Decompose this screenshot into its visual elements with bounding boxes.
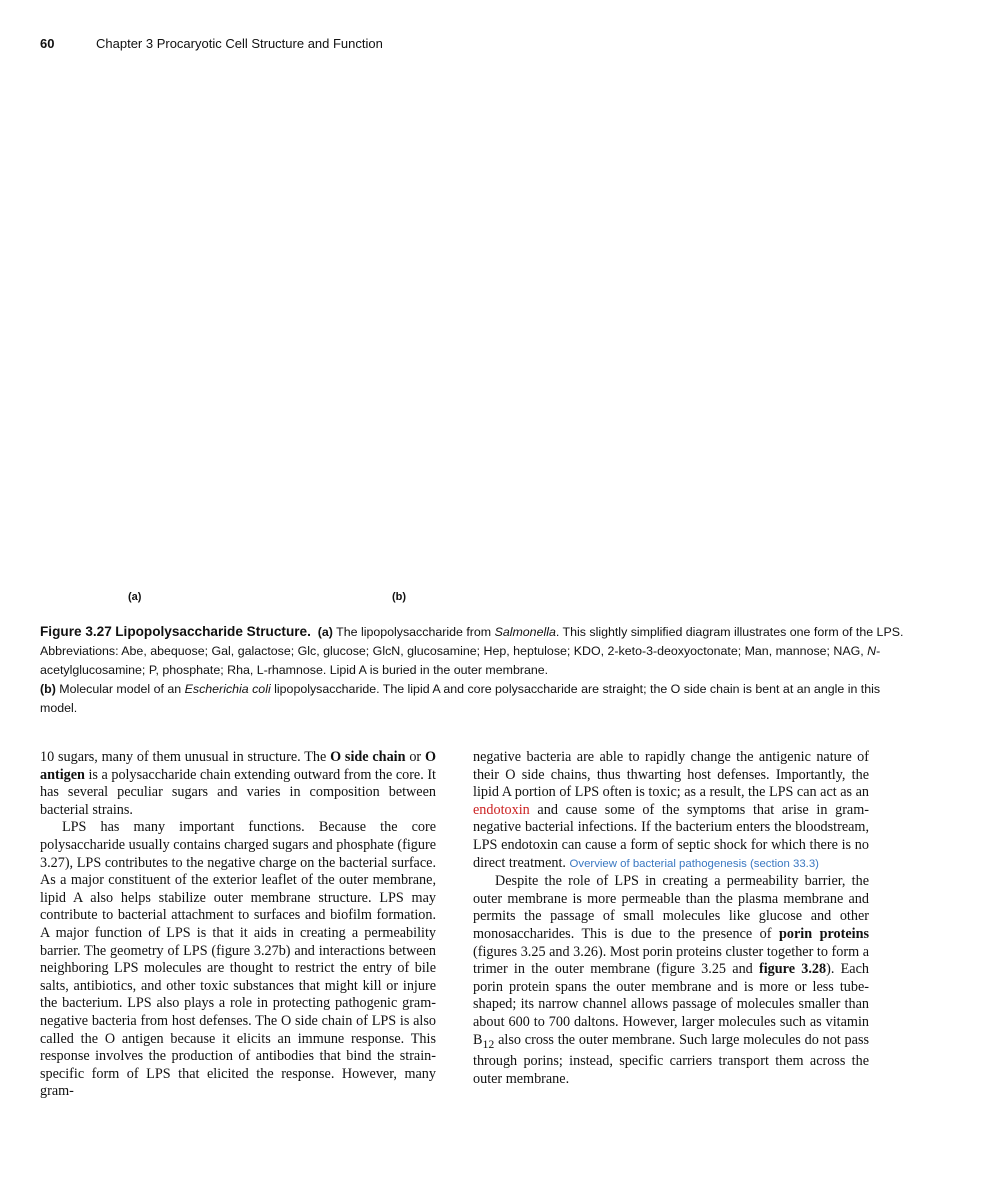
caption-title: Lipopolysaccharide Structure. [115,624,311,639]
caption-b-label: (b) [40,682,56,696]
caption-b-text-end: lipopolysaccharide. The lipid A and core polysaccharide are straight; the O side chain is bent at an angle in this model. [40,682,881,715]
body-column-right [473,749,869,1088]
cross-reference-link[interactable]: Overview of bacterial pathogenesis (section 33.3) [569,857,819,870]
panel-a-label: (a) [128,591,142,603]
body-paragraph: LPS has many important functions. Because the core polysaccharide usually contains charged sugars and phosphate (figure 3.27), LPS contributes to the negative charge on the bacterial surface. As a major constituent of the exterior leaflet of the outer membrane, lipid A also helps stabilize outer membrane structure. LPS may contribute to bacterial attachment to surfaces and biofilm formation. A major function of LPS is that it aids in creating a permeability barrier. The geometry of LPS (figure 3.27b) and interactions between neighboring LPS molecules are thought to restrict the entry of bile salts, antibiotics, and other toxic substances that might kill or injure the bacterium. LPS also plays a role in protecting pathogenic gram-negative bacteria from host defenses. The O side chain of LPS is also called the O antigen because it elicits an immune response. This response involves the production of antibodies that bind the strain-specific form of LPS that elicited the response. However, many gram- [40,819,436,1100]
panel-b-label: (b) [392,591,407,603]
body-paragraph: negative bacteria are able to rapidly change the antigenic nature of their O side chains, thus thwarting host defenses. Importantly, the lipid A portion of LPS often is toxic; as a result, the LPS can act as an endotoxin and cause some of the symptoms that arise in gram-negative bacterial infections. If the bacterium enters the bloodstream, LPS endotoxin can cause a form of septic shock for which there is no direct treatment. Overview of bacterial pathogenesis (section 33.3) [473,749,870,871]
figure-caption [40,622,920,718]
running-head: Chapter 3 Procaryotic Cell Structure and Function [96,36,383,51]
caption-nag-italic: N [867,644,877,658]
term-o-side-chain: O side chain [330,749,406,765]
caption-a-abbreviations: . This slightly simplified diagram illustrates one form of the LPS. Abbreviations: Abe, abequose; Gal, galactose; Glc, glucose; GlcN, glucosamine; Hep, heptulose; KDO, 2-keto-3-deoxyoctonate; Man, mannose; NAG, [40,625,904,658]
caption-a-text-end: -acetylglucosamine; P, phosphate; Rha, L-rhamnose. Lipid A is buried in the outer membrane. [40,644,881,677]
caption-species-ecoli: Escherichia coli [184,682,271,696]
caption-label: Figure 3.27 [40,624,112,639]
body-paragraph: Despite the role of LPS in creating a permeability barrier, the outer membrane is more permeable than the plasma membrane and permits the passage of small molecules like glucose and other monosaccharides. This is due to the presence of porin proteins (figures 3.25 and 3.26). Most porin proteins cluster together to form a trimer in the outer membrane (figure 3.25 and figure 3.28). Each porin protein spans the outer membrane and is more or less tube-shaped; its narrow channel allows passage of molecules smaller than about 600 to 700 daltons. However, larger molecules such as vitamin $B_{12}$ also cross the outer membrane. Such large molecules do not pass through porins; instead, specific carriers transport them across the outer membrane. [473,873,869,1087]
ref-figure-3-28: figure 3.28 [759,961,827,978]
body-column-left [40,749,436,1101]
term-o-antigen: O antigen [40,749,436,783]
caption-a-text: The lipopolysaccharide from [336,625,495,639]
caption-b-text: Molecular model of an [55,682,185,696]
body-paragraph: 10 sugars, many of them unusual in structure. The O side chain or O antigen is a polysaccharide chain extending outward from the core. It has several peculiar sugars and varies in composition between bacterial strains. [40,749,436,818]
page-number: 60 [40,36,55,51]
term-porin-proteins: porin proteins [778,925,869,942]
caption-a-label: (a) [317,625,333,639]
figure-3-27 [0,100,986,610]
caption-species-salmonella: Salmonella [494,625,556,639]
term-endotoxin: endotoxin [473,801,530,818]
